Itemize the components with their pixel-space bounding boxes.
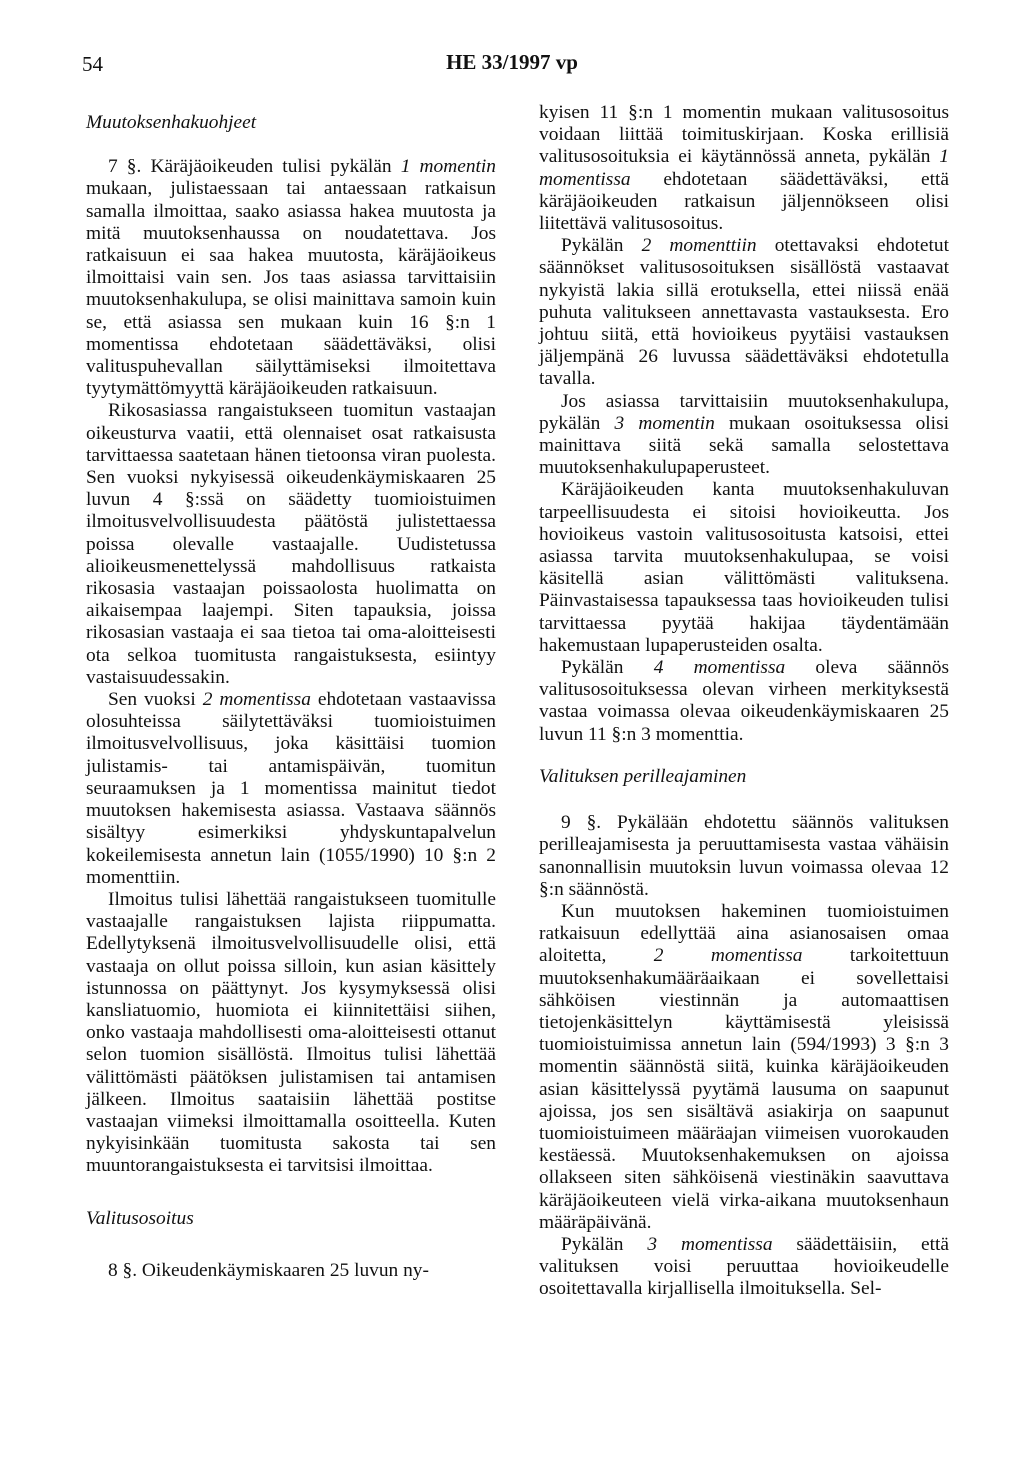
paragraph: Pykälän 3 momentissa säädettäisiin, että valituksen voisi peruuttaa hovioikeudelle osoitettavalla kirjallisella ilmoituksella. Sel- <box>539 1233 949 1300</box>
section-heading-valitusosoitus: Valitusosoitus <box>86 1207 194 1229</box>
running-head: HE 33/1997 vp <box>446 50 578 74</box>
paragraph: Sen vuoksi 2 momentissa ehdotetaan vastaavissa olosuhteissa säilytettäväksi tuomioistuimen ilmoitusvelvollisuus, joka käsittäisi tuomion julistamis- tai antamispäivän, tuomitun seuraamuksen ja 1 momentissa mainitut tiedot muutoksen hakemisesta asiassa. Vastaava säännös sisältyy esimerkiksi yhdyskuntapalvelun kokeilemisesta annetun lain (1055/1990) 10 §:n 2 momenttiin. <box>86 689 496 888</box>
paragraph: Ilmoitus tulisi lähettää rangaistukseen tuomitulle vastaajalle rangaistuksen lajista riippumatta. Edellytyksenä ilmoitusvelvollisuudelle olisi, että vastaaja on ollut poissa silloin, kun asian käsittely istunnossa on päättynyt. Jos kysymyksessä olisi kansliatuomio, huomiota ei kiinnitettäisi siihen, onko vastaaja mahdollisesti oma-aloitteisesti ottanut selon tuomion sisällöstä. Ilmoitus tulisi lähettää välittömästi päätöksen julistamisen tai antamisen jälkeen. Ilmoitus saataisiin lähettää postitse vastaajan viimeksi ilmoittamalla osoitteella. Kuten nykyisinkään tuomitusta sakosta tai sen muuntorangaistuksesta ei tarvitsisi ilmoittaa. <box>86 888 496 1177</box>
paragraph-continued: kyisen 11 §:n 1 momentin mukaan valitusosoitus voidaan liittää toimituskirjaan. Koska erillisiä valitusosoituksia ei käytännössä anneta, pykälän 1 momentissa ehdotetaan säädettäväksi, että käräjäoikeuden ratkaisun jäljennökseen olisi liitettävä valitusosoitus. <box>539 102 949 235</box>
right-column <box>539 102 949 1301</box>
left-column <box>86 102 496 1282</box>
section-heading-valituksen-perilleajaminen: Valituksen perilleajaminen <box>539 765 747 787</box>
paragraph-8: 8 §. Oikeudenkäymiskaaren 25 luvun ny- <box>108 1259 429 1281</box>
paragraph-9: 9 §. Pykälään ehdotettu säännös valituksen perilleajamisesta ja peruuttamisesta vastaa vähäisin sanonnallisin muutoksin luvun voimassa olevaa 12 §:n säännöstä. <box>539 812 949 900</box>
paragraph: Rikosasiassa rangaistukseen tuomitun vastaajan oikeusturva vaatii, että olennaiset osat ratkaisusta tarvittaessa saatetaan hänen tietoonsa viran puolesta. Sen vuoksi nykyisessä oikeudenkäymiskaaren 25 luvun 4 §:ssä on säädetty tuomioistuimen ilmoitusvelvollisuudesta päätöstä julistettaessa poissa olevalle vastaajalle. Uudistetussa alioikeusmenettelyssä mahdollisuus ratkaista rikosasia vastaajan poissaolosta huolimatta on aikaisempaa laajempi. Siten tapauksia, joissa rikosasian vastaaja ei saa tietoa tai oma-aloitteisesti ota selkoa tuomitusta rangaistuksesta, esiintyy vastaisuudessakin. <box>86 400 496 688</box>
paragraph: Pykälän 4 momentissa oleva säännös valitusosoituksessa olevan virheen merkityksestä vastaa voimassa olevaa oikeudenkäymiskaaren 25 luvun 11 §:n 3 momenttia. <box>539 657 950 745</box>
paragraph: Jos asiassa tarvittaisiin muutoksenhakulupa, pykälän 3 momentin mukaan osoituksessa olisi mainittava siitä sekä samalla selostettava muutoksenhakulupaperusteet. <box>539 390 949 479</box>
paragraph: Käräjäoikeuden kanta muutoksenhakuluvan tarpeellisuudesta ei sitoisi hovioikeutta. Jos hovioikeus vastoin valitusosoitusta katsoisi, ettei asiassa tarvita muutoksenhakulupaa, se voisi käsitellä asian välittömästi valituksena. Päinvastaisessa tapauksessa taas hovioikeuden tulisi tarvittaessa pyytää hakijaa täydentämään hakemustaan lupaperusteiden osalta. <box>539 479 949 656</box>
page-number: 54 <box>82 52 103 76</box>
paragraph: Kun muutoksen hakeminen tuomioistuimen ratkaisuun edellyttää aina asianosaisen omaa aloitetta, 2 momentissa tarkoitettuun muutoksenhakumääräaikaan ei sovellettaisi sähköisen viestinnän ja automaattisen tietojenkäsittelyn käyttämisestä yleisissä tuomioistuimissa annetun lain (594/1993) 3 §:n 3 momentin säännöstä siitä, kuinka käräjäoikeuden asian käsittelyssä pyytämä lausuma on saapunut ajoissa, jos sen sisältävä asiakirja on saapunut tuomioistuimeen määräajan viimeisen vuorokauden kestäessä. Muutoksenhakemuksen on ajoissa ollakseen siten sähköisenä viestinäkin saavuttava käräjäoikeuteen vielä virka-aikana muutoksenhaun määräpäivänä. <box>539 900 949 1233</box>
paragraph: Pykälän 2 momenttiin otettavaksi ehdotetut säännökset valitusosoituksen sisällöstä vastaavat nykyistä lakia sillä erotuksella, ettei niissä enää puhuta valitukseen annettavasta vastauksesta. Ero johtuu siitä, että hovioikeus pyytäisi vastauksen jäljempänä 26 luvussa säädettäväksi ehdotetulla tavalla. <box>539 235 949 390</box>
paragraph-7: 7 §. Käräjäoikeuden tulisi pykälän 1 momentin mukaan, julistaessaan tai antaessaan ratkaisun samalla ilmoittaa, saako asiassa hakea muutosta ja mitä muutoksenhaussa on noudatettava. Jos ratkaisuun ei saa hakea muutosta, käräjäoikeus ilmoittaisi vain sen. Jos taas asiassa tarvittaisiin muutoksenhakulupa, se olisi mainittava samoin kuin se, että asiassa sen mukaan kuin 16 §:n 1 momentissa ehdotetaan säädettäväksi, olisi valituspuhevallan säilyttämiseksi ilmoitettava tyytymättömyyttä käräjäoikeuden ratkaisuun. <box>86 156 496 400</box>
section-heading-muutoksenhakuohjeet: Muutoksenhakuohjeet <box>86 112 257 133</box>
